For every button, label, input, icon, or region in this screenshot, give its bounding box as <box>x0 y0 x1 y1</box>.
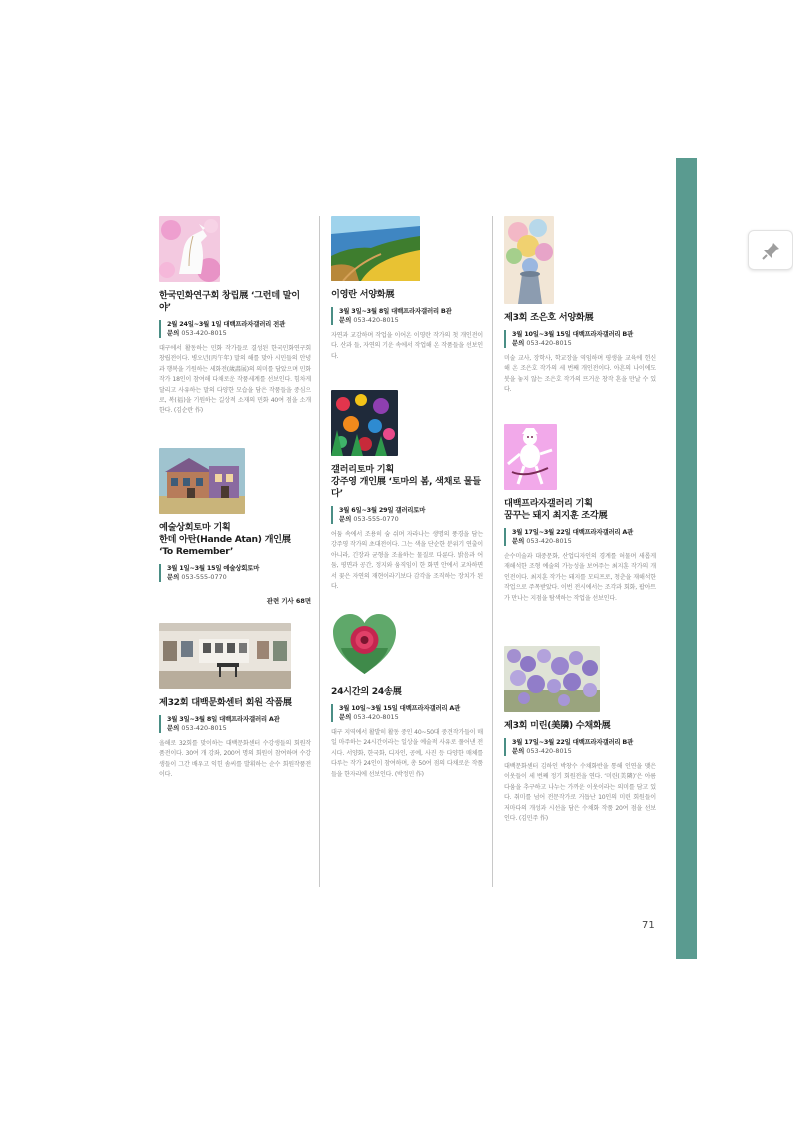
exhibition-entry-mirin-watercolor <box>504 646 656 824</box>
related-article-link[interactable]: 관련 기사 68면 <box>266 597 311 605</box>
exhibition-entry-kang-jooyoung <box>331 390 483 592</box>
purple-flowers-watercolor <box>504 646 600 712</box>
exhibition-title: 제3회 조은호 서양화展 <box>504 312 594 323</box>
pink-pig-sculpture <box>504 424 557 490</box>
flower-vase-painting <box>504 216 554 304</box>
floating-action-button[interactable] <box>748 230 793 270</box>
inquiry-phone: 053-420-8015 <box>181 724 227 732</box>
exhibition-title: 한국민화연구회 창립展 ‘그런데 말이야’ <box>159 290 300 313</box>
inquiry-label: 문의 <box>167 573 180 581</box>
exhibition-inquiry <box>512 747 656 756</box>
exhibition-date: 3월 10일~3월 15일 대백프라자갤러리 A관 <box>339 704 461 712</box>
exhibition-title: 대백프라자갤러리 기획 꿈꾸는 돼지 최지훈 조각展 <box>504 498 608 521</box>
exhibition-date: 3월 17일~3월 22일 대백프라자갤러리 A관 <box>512 528 634 536</box>
white-horse-painting <box>159 216 220 282</box>
exhibition-title: 제32회 대백문화센터 회원 작품展 <box>159 697 292 708</box>
inquiry-label: 문의 <box>167 329 180 337</box>
exhibition-description: 미술 교사, 장학사, 학교장을 역임하며 평생을 교육에 헌신해 온 조은호 작가의 세 번째 개인전이다. 아흔의 나이에도 붓을 놓지 않는 조은호 작가의 뜨거운 창작 혼을 만날 수 있다. <box>504 355 656 394</box>
exhibition-description: 올해로 32회를 맞이하는 대백문화센터 수강생들의 회원작품전이다. 30여 개 강좌, 200여 명의 회원이 참여하며 수강생들이 그간 배우고 익힌 솜씨를 발휘하는 순수 회원작품전이다. <box>159 740 311 779</box>
exhibition-description: 대백문화센터 김하인 박창수 수채화반을 통해 인연을 맺은 이웃들이 세 번째 정기 회원전을 연다. ‘미린(美隣)’은 아름다움을 추구하고 나누는 가까운 이웃이라는 의미를 담고 있다. 취미를 넘어 전문작가로 거듭난 10인의 미린 회원들이 저마다의 개성과 시선을 담은 수채화 작품 20여 점을 선보인다. (김민주 作) <box>504 763 656 823</box>
exhibition-date: 2월 24일~3월 1일 대백프라자갤러리 전관 <box>167 320 286 328</box>
exhibition-description: 대구 지역에서 활발히 활동 중인 40~50대 중견작가들이 매일 마주하는 24시간이라는 일상을 예술적 사유로 풀어낸 전시다. 서양화, 한국화, 디자인, 공예, 사진 등 다양한 매체를 다루는 작가 24인이 참여하며, 총 50여 점의 다채로운 작품들을 한자리에 선보인다. (박정민 作) <box>331 729 483 778</box>
exhibition-meta <box>331 704 483 722</box>
exhibition-inquiry <box>339 713 483 722</box>
heart-flower-artwork <box>331 612 398 678</box>
exhibition-title: 갤러리토마 기획 강주영 개인展 ‘토마의 봄, 색채로 물들다’ <box>331 464 481 499</box>
exhibition-title: 24시간의 24송展 <box>331 686 402 697</box>
exhibition-meta <box>504 528 656 546</box>
exhibition-description: 대구에서 활동하는 민화 작가들로 결성된 한국민화연구회 창립전이다. 병오년(丙午年) 말의 해를 맞아 시민들의 안녕과 행복을 기원하는 세화전(歲畵展)의 의미를 담았으며 민화 작가 18인이 참여해 다채로운 작품세계를 선보인다. 힘차게 달리고 사유하는 말의 다양한 모습을 담은 작품들을 중심으로, 복(福)을 기원하는 길상적 소재의 민화 40여 점을 소개한다. (김순란 作) <box>159 345 311 415</box>
gallery-exhibition-photo <box>159 623 291 689</box>
exhibition-meta <box>159 715 311 733</box>
exhibition-inquiry <box>512 537 656 546</box>
exhibition-meta <box>331 307 483 325</box>
exhibition-inquiry <box>512 339 656 348</box>
page-edge-accent-bar <box>676 158 697 959</box>
inquiry-phone: 053-420-8015 <box>526 537 572 545</box>
exhibition-entry-cho-eunho <box>504 216 656 396</box>
inquiry-label: 문의 <box>512 747 525 755</box>
exhibition-description: 자연과 교감하며 작업을 이어온 이영란 작가의 첫 개인전이다. 산과 들, 자연의 기운 속에서 작업해 온 작품들을 선보인다. <box>331 332 483 360</box>
exhibition-inquiry <box>167 573 311 582</box>
exhibition-meta <box>504 738 656 756</box>
inquiry-label: 문의 <box>167 724 180 732</box>
inquiry-phone: 053-555-0770 <box>353 515 399 523</box>
exhibition-entry-hande-atan <box>159 448 311 605</box>
exhibition-meta <box>504 330 656 348</box>
inquiry-phone: 053-420-8015 <box>353 713 399 721</box>
exhibition-date: 3월 6일~3월 29일 갤러리토마 <box>339 506 426 514</box>
exhibition-date: 3월 17일~3월 22일 대백프라자갤러리 B관 <box>512 738 634 746</box>
exhibition-inquiry <box>339 316 483 325</box>
exhibition-description: 어둠 속에서 조용히 숨 쉬며 자라나는 생명의 풍경을 담는 강주영 작가의 초대전이다. 그는 색을 단순한 분위기 연출이 아니라, 긴장과 균형을 조율하는 물질로 다룬다. 밝음과 어둠, 평면과 공간, 정지와 움직임이 한 화면 안에서 교차하면서 꽃은 자연의 재현이라기보다 감각을 조직하는 장치가 된다. <box>331 531 483 591</box>
exhibition-entry-minhwa <box>159 216 311 417</box>
exhibition-meta <box>331 506 483 524</box>
exhibition-entry-choi-jihoon <box>504 424 656 604</box>
inquiry-phone: 053-420-8015 <box>526 339 572 347</box>
exhibition-inquiry <box>339 515 483 524</box>
inquiry-phone: 053-420-8015 <box>353 316 399 324</box>
tin-house-painting <box>159 448 245 514</box>
inquiry-label: 문의 <box>339 316 352 324</box>
page-number: 71 <box>642 920 655 931</box>
exhibition-meta <box>159 564 311 582</box>
column-divider-1 <box>319 216 320 887</box>
exhibition-title: 제3회 미린(美隣) 수채화展 <box>504 720 611 731</box>
inquiry-label: 문의 <box>339 713 352 721</box>
exhibition-date: 3월 3일~3월 8일 대백프라자갤러리 A관 <box>167 715 280 723</box>
exhibition-date: 3월 10일~3월 15일 대백프라자갤러리 B관 <box>512 330 634 338</box>
coastal-landscape-painting <box>331 216 420 281</box>
pin-icon <box>762 242 780 260</box>
inquiry-phone: 053-420-8015 <box>526 747 572 755</box>
exhibition-entry-lee-youngran <box>331 216 483 362</box>
inquiry-phone: 053-420-8015 <box>181 329 227 337</box>
inquiry-label: 문의 <box>512 537 525 545</box>
exhibition-description: 순수미술과 대중문화, 산업디자인의 경계를 허물며 새롭게 재해석한 조형 예술의 가능성을 보여주는 최지훈 작가의 개인전이다. 최지훈 작가는 돼지를 모티프로, 청춘을 재해석한 작업으로 주목받았다. 이번 전시에서는 조각과 회화, 팝아트가 만나는 지점을 탐색하는 작업을 선보인다. <box>504 553 656 602</box>
inquiry-label: 문의 <box>512 339 525 347</box>
exhibition-meta <box>159 320 311 338</box>
exhibition-entry-24-hours <box>331 612 483 780</box>
exhibition-date: 3월 3일~3월 8일 대백프라자갤러리 B관 <box>339 307 452 315</box>
exhibition-inquiry <box>167 724 311 733</box>
exhibition-entry-daebaek-members <box>159 623 311 781</box>
exhibition-title: 이영란 서양화展 <box>331 289 395 300</box>
inquiry-phone: 053-555-0770 <box>181 573 227 581</box>
column-divider-2 <box>492 216 493 887</box>
exhibition-inquiry <box>167 329 311 338</box>
colorful-flowers-painting <box>331 390 398 456</box>
inquiry-label: 문의 <box>339 515 352 523</box>
exhibition-date: 3월 1일~3월 15일 예술상회토마 <box>167 564 260 572</box>
exhibition-title: 예술상회토마 기획 한데 아탄(Hande Atan) 개인展 ‘To Remember’ <box>159 522 291 557</box>
